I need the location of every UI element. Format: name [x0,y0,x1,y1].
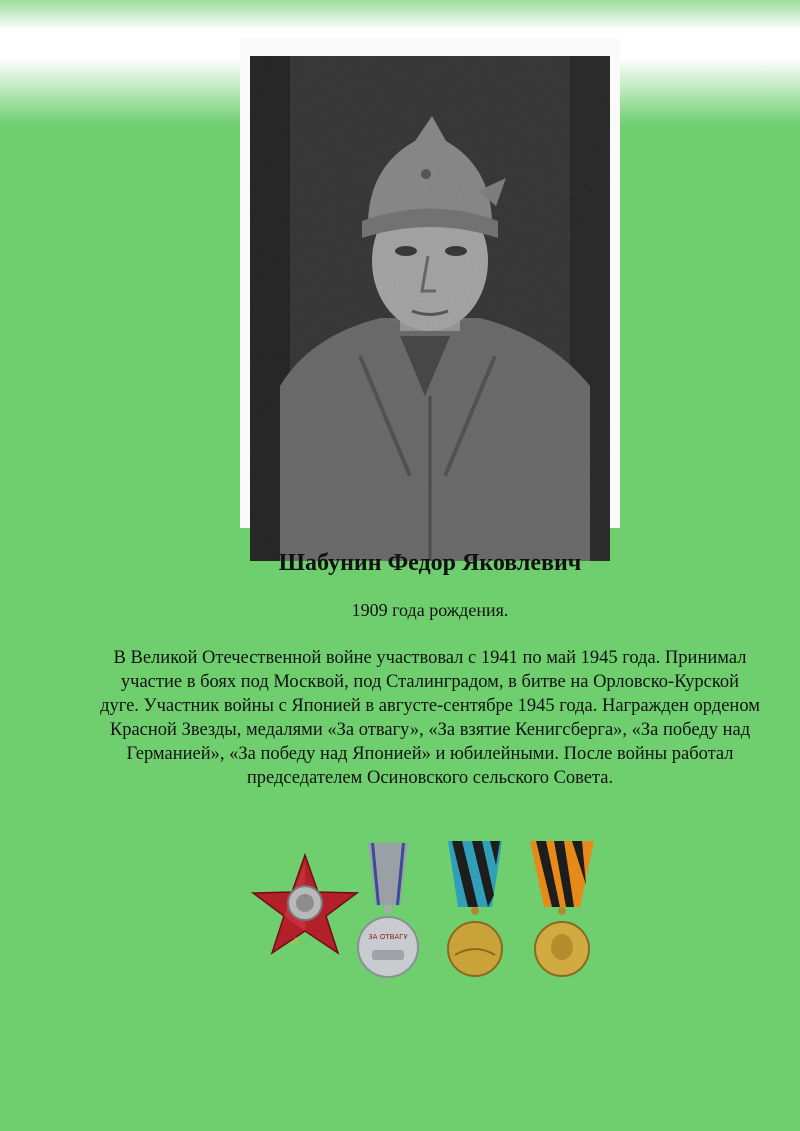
order-red-star [253,855,357,953]
person-name: Шабунин Федор Яковлевич [278,550,582,576]
medals-row [240,835,620,985]
medal-for-courage [358,843,418,977]
medal-victory-over-germany [530,841,594,976]
courage-inscription: ЗА ОТВАГУ [368,933,408,941]
biography-text: В Великой Отечественной войне участвовал с 1941 по май 1945 года. Принимал участие в боях под Москвой, под Сталинградом, в битве на Орловско-Курской дуге. Участник войны с Японией в августе-сентябре 1945 года. Награжден орденом Красной Звезды, медалями «За отвагу», «За взятие Кенигсберга», «За победу над Германией», «За победу над Японией» и юбилейными. После войны работал председателем Осиновского сельского Совета. [100,648,760,788]
birth-year: 1909 года рождения. [351,600,509,620]
portrait-photo [240,38,620,528]
medal-capture-koenigsberg [448,841,502,976]
portrait-image [250,56,610,561]
svg-text:☭: ☭ [290,937,299,948]
